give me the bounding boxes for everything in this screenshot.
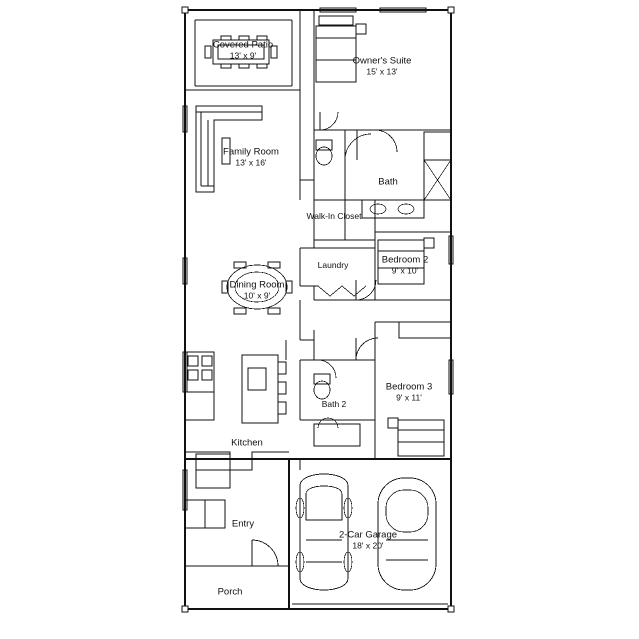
room-dims: 9' x 11' xyxy=(396,392,422,403)
room-name: Dining Room xyxy=(229,279,285,291)
room-name: Owner's Suite xyxy=(352,55,412,67)
room-name: 2-Car Garage xyxy=(338,529,398,541)
room-name: Walk-In Closet xyxy=(306,210,362,221)
room-name: Covered Patio xyxy=(212,39,274,51)
room-dims: 18' x 20' xyxy=(352,540,384,551)
room-name: Porch xyxy=(217,586,243,598)
room-dims: 15' x 13' xyxy=(366,66,398,77)
room-name: Bedroom 3 xyxy=(385,381,433,393)
room-name: Bath 2 xyxy=(321,398,347,409)
room-name: Bedroom 2 xyxy=(381,254,429,266)
room-name: Entry xyxy=(231,518,255,530)
room-dims: 13' x 16' xyxy=(235,157,267,168)
room-name: Family Room xyxy=(223,146,279,158)
room-dims: 10' x 9' xyxy=(243,290,271,301)
room-dims: 13' x 9' xyxy=(229,50,257,61)
room-name: Laundry xyxy=(317,259,349,270)
room-name: Bath xyxy=(378,176,398,188)
room-name: Kitchen xyxy=(231,437,263,449)
room-dims: 9' x 10' xyxy=(391,265,419,276)
